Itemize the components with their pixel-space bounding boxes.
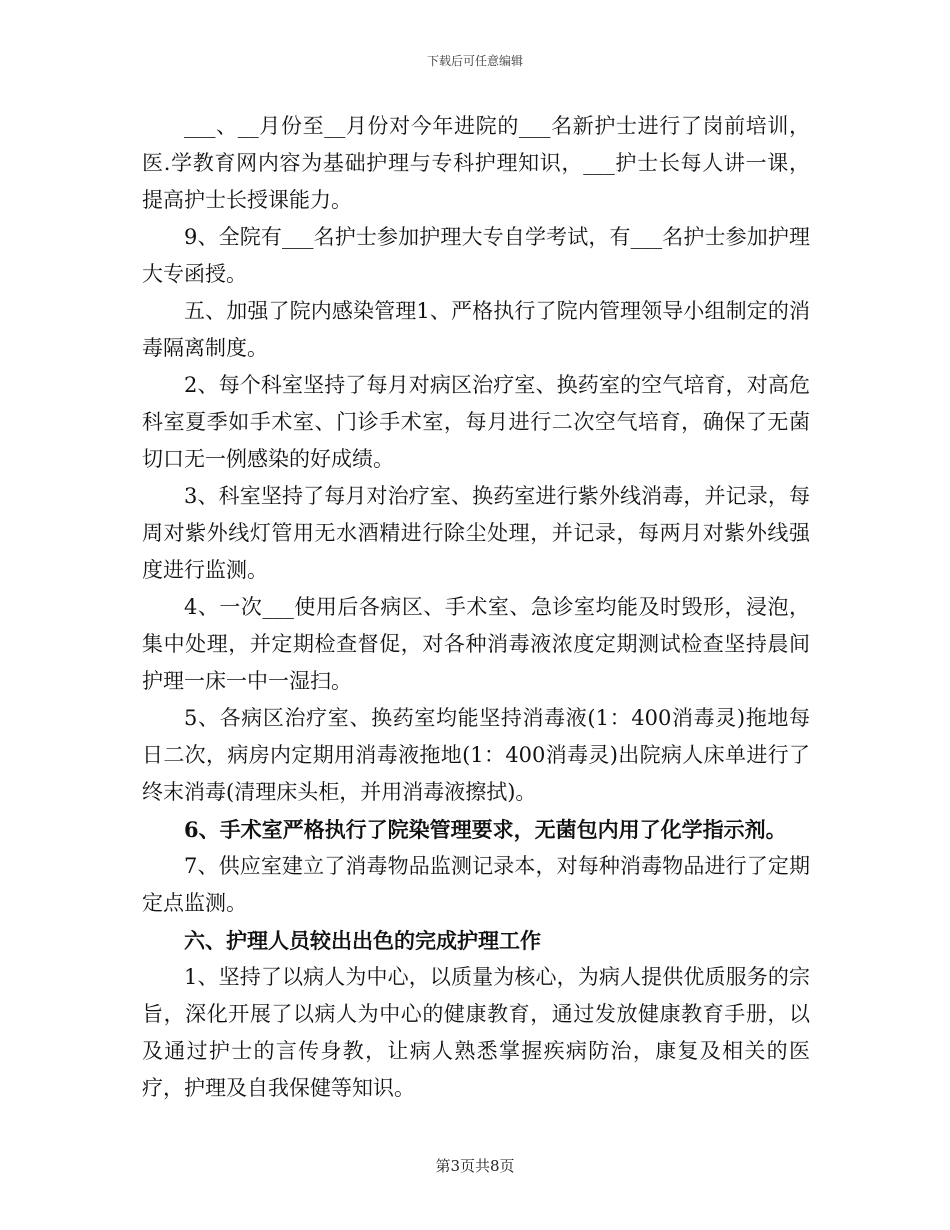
paragraph-item-5: 5、各病区治疗室、换药室均能坚持消毒液(1：400消毒灵)拖地每日二次，病房内定期用消毒液拖地(1：400消毒灵)出院病人床单进行了终末消毒(清理床头柜，并用消毒液擦拭)。 <box>142 706 810 804</box>
document-body <box>142 108 810 1107</box>
paragraph-section-6-item-1: 1、坚持了以病人为中心，以质量为核心，为病人提供优质服务的宗旨，深化开展了以病人为中心的健康教育，通过发放健康教育手册，以及通过护士的言传身教，让病人熟悉掌握疾病防治，康复及相关的医疗，护理及自我保健等知识。 <box>142 965 810 1100</box>
paragraph-item-3: 3、科室坚持了每月对治疗室、换药室进行紫外线消毒，并记录，每周对紫外线灯管用无水酒精进行除尘处理，并记录，每两月对紫外线强度进行监测。 <box>142 484 810 582</box>
section-heading-6: 六、护理人员较出出色的完成护理工作 <box>184 928 541 953</box>
paragraph-item-9: 9、全院有___名护士参加护理大专自学考试，有___名护士参加护理大专函授。 <box>142 225 810 286</box>
paragraph-item-6: 6、手术室严格执行了院染管理要求，无菌包内用了化学指示剂。 <box>184 817 787 842</box>
paragraph-item-2: 2、每个科室坚持了每月对病区治疗室、换药室的空气培育，对高危科室夏季如手术室、门诊手术室，每月进行二次空气培育，确保了无菌切口无一例感染的好成绩。 <box>142 373 810 471</box>
paragraph-item-7: 7、供应室建立了消毒物品监测记录本，对每种消毒物品进行了定期定点监测。 <box>142 854 810 915</box>
paragraph-section-5: 五、加强了院内感染管理1、严格执行了院内管理领导小组制定的消毒隔离制度。 <box>142 299 810 360</box>
paragraph-item-4: 4、一次___使用后各病区、手术室、急诊室均能及时毁形，浸泡，集中处理，并定期检查督促，对各种消毒液浓度定期测试检查坚持晨间护理一床一中一湿扫。 <box>142 595 810 693</box>
page-footer: 第3页共8页 <box>435 1157 515 1175</box>
paragraph-training: ___、__月份至__月份对今年进院的___名新护士进行了岗前培训，医.学教育网内容为基础护理与专科护理知识，___护士长每人讲一课，提高护士长授课能力。 <box>142 114 810 212</box>
page-header: 下载后可任意编辑 <box>426 54 523 68</box>
